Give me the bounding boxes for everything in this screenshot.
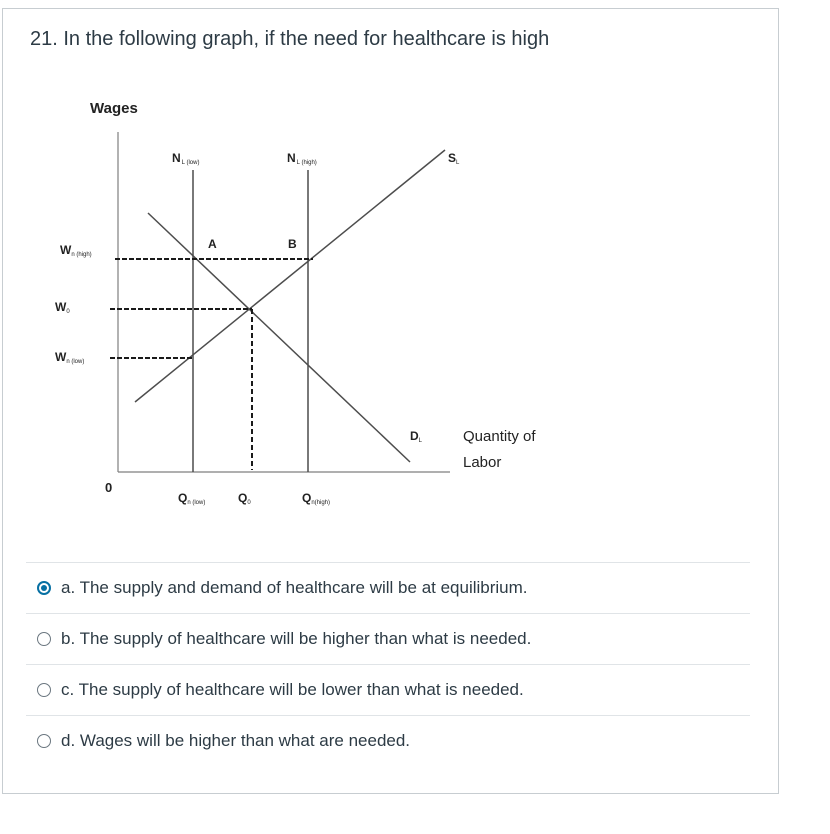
answer-list <box>26 562 750 766</box>
answer-option-c[interactable] <box>26 664 750 715</box>
demand-label: DL <box>410 429 423 444</box>
w-high-label: Wn (high) <box>60 243 92 258</box>
x-axis-label-line1: Quantity of <box>463 428 536 445</box>
y-axis-label: Wages <box>90 100 138 117</box>
x-axis-label-line2: Labor <box>463 454 502 471</box>
q-zero-label: Q0 <box>238 491 251 506</box>
n-low-label: NL (low) <box>172 151 200 166</box>
question-title: 21. In the following graph, if the need for healthcare is high <box>30 28 550 50</box>
n-high-label: NL (high) <box>287 151 317 166</box>
supply-label: SL <box>448 151 460 166</box>
answer-b-radio[interactable] <box>37 632 51 646</box>
demand-curve <box>148 213 410 462</box>
q-low-label: Qn (low) <box>178 491 206 506</box>
answer-option-d[interactable] <box>26 715 750 766</box>
w-zero-label: W0 <box>55 300 70 315</box>
answer-c-text[interactable]: c. The supply of healthcare will be lower than what is needed. <box>61 680 524 699</box>
answer-option-b[interactable] <box>26 613 750 664</box>
answer-c-radio[interactable] <box>37 683 51 697</box>
point-b-label: B <box>288 237 297 251</box>
q-high-label: Qn(high) <box>302 491 331 506</box>
answer-a-text[interactable]: a. The supply and demand of healthcare will be at equilibrium. <box>61 578 528 597</box>
supply-curve <box>135 150 445 402</box>
w-low-label: Wn (low) <box>55 350 85 365</box>
origin-label: 0 <box>105 480 113 495</box>
answer-d-text[interactable]: d. Wages will be higher than what are needed. <box>61 731 411 750</box>
answer-option-a[interactable] <box>26 562 750 613</box>
point-a-label: A <box>208 237 217 251</box>
answer-b-text[interactable]: b. The supply of healthcare will be higher than what is needed. <box>61 629 532 648</box>
answer-a-radio[interactable] <box>37 581 51 595</box>
answer-d-radio[interactable] <box>37 734 51 748</box>
